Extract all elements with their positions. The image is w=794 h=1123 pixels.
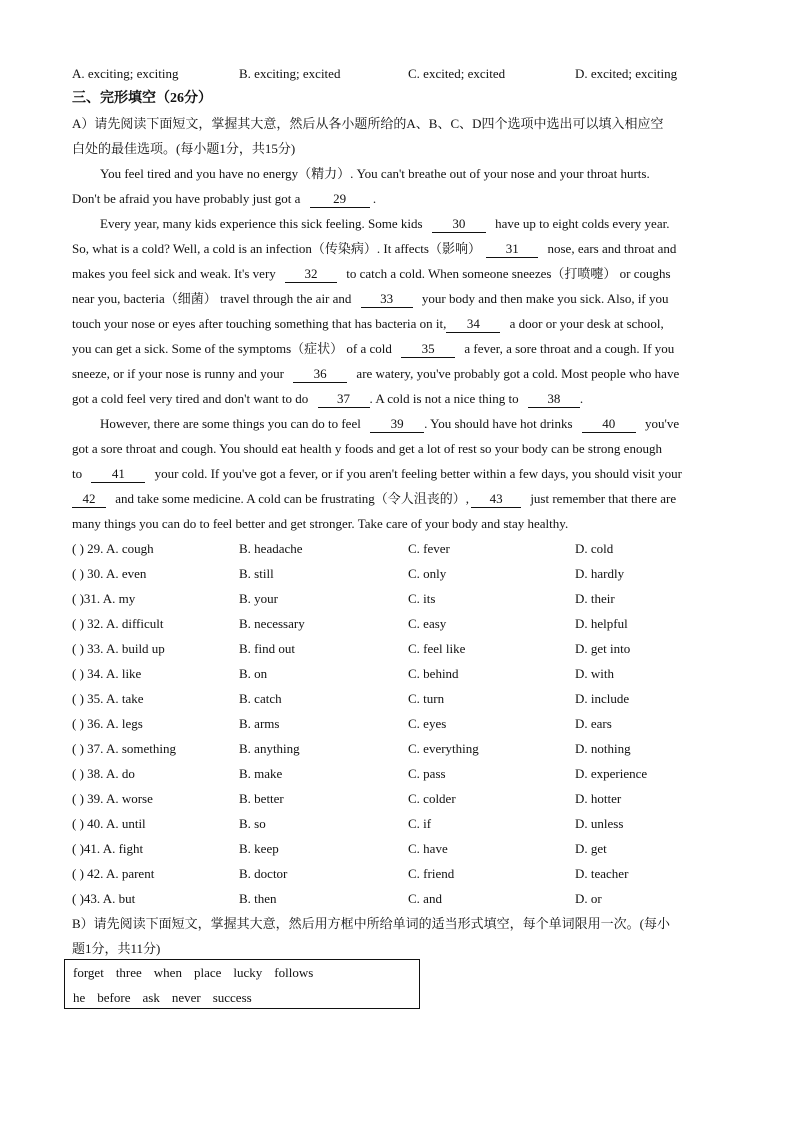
- option-c[interactable]: C. colder: [408, 791, 456, 806]
- passage-text: . You should have hot drinks: [424, 416, 573, 431]
- question-row: [72, 861, 752, 886]
- word-bank-row: [73, 985, 264, 1010]
- option-b[interactable]: B. headache: [239, 541, 303, 556]
- part-a-instructions: A）请先阅读下面短文，掌握其大意，然后从各小题所给的A、B、C、D四个选项中选出可以填入相应空: [72, 116, 664, 131]
- passage-line: got a sore throat and cough. You should eat health y foods and get a lot of rest so your body can be strong enough: [72, 441, 662, 456]
- passage-line: [100, 211, 669, 236]
- question-row: [72, 761, 752, 786]
- blank-29[interactable]: 29: [310, 191, 370, 208]
- passage-text: makes you feel sick and weak. It's very: [72, 266, 276, 281]
- passage-line: [72, 361, 679, 386]
- blank-35[interactable]: 35: [401, 341, 455, 358]
- option-c[interactable]: C. everything: [408, 741, 479, 756]
- word-bank-row: [73, 960, 325, 985]
- passage-line: [72, 311, 664, 336]
- passage-line: [72, 186, 376, 211]
- option-c[interactable]: C. easy: [408, 616, 447, 631]
- question-row: [72, 686, 752, 711]
- word-bank-box: [64, 959, 420, 1009]
- option-d[interactable]: D. or: [575, 891, 602, 906]
- option-c[interactable]: C. eyes: [408, 716, 447, 731]
- question-stem-option-a[interactable]: ( ) 40. A. until: [72, 816, 146, 831]
- option-d[interactable]: D. experience: [575, 766, 648, 781]
- option-d[interactable]: D. hotter: [575, 791, 622, 806]
- option-d[interactable]: D. cold: [575, 541, 614, 556]
- passage-text: a door or your desk at school,: [509, 316, 664, 331]
- word-bank-word: follows: [274, 965, 314, 980]
- question-row: [72, 561, 752, 586]
- option-d[interactable]: D. nothing: [575, 741, 631, 756]
- option-b[interactable]: B. so: [239, 816, 266, 831]
- blank-39[interactable]: 39: [370, 416, 424, 433]
- option-d[interactable]: D. unless: [575, 816, 624, 831]
- option-c[interactable]: C. behind: [408, 666, 459, 681]
- blank-31[interactable]: 31: [486, 241, 538, 258]
- question-stem-option-a[interactable]: ( ) 35. A. take: [72, 691, 144, 706]
- passage-text: Don't be afraid you have probably just got a: [72, 191, 301, 206]
- option-c[interactable]: C. only: [408, 566, 447, 581]
- question-row: [72, 811, 752, 836]
- option-b[interactable]: B. keep: [239, 841, 279, 856]
- part-b-instructions-cont: 题1分，共11分): [72, 941, 161, 956]
- passage-text: you can get a sick. Some of the symptoms（症状） of a cold: [72, 341, 392, 356]
- passage-text: Every year, many kids experience this sick feeling. Some kids: [100, 216, 423, 231]
- section-title: 三、完形填空（26分）: [72, 91, 212, 106]
- option-c: C. excited; excited: [408, 66, 506, 81]
- question-row: [72, 886, 752, 911]
- passage-text: touch your nose or eyes after touching something that has bacteria on it,: [72, 316, 447, 331]
- option-b[interactable]: B. still: [239, 566, 274, 581]
- question-row: [72, 711, 752, 736]
- option-c[interactable]: C. feel like: [408, 641, 466, 656]
- passage-text: So, what is a cold? Well, a cold is an infection（传染病）. It affects（影响）: [72, 241, 481, 256]
- option-b[interactable]: B. necessary: [239, 616, 305, 631]
- passage-line: [100, 411, 679, 436]
- question-row: [72, 836, 752, 861]
- question-stem-option-a[interactable]: ( ) 38. A. do: [72, 766, 135, 781]
- option-b[interactable]: B. make: [239, 766, 283, 781]
- passage-line: [72, 461, 682, 486]
- option-c[interactable]: C. pass: [408, 766, 446, 781]
- passage-text: are watery, you've probably got a cold. Most people who have: [356, 366, 680, 381]
- passage-text: nose, ears and throat and: [547, 241, 677, 256]
- passage-text: to: [72, 466, 83, 481]
- word-bank-word: when: [153, 965, 182, 980]
- option-d[interactable]: D. their: [575, 591, 615, 606]
- blank-34[interactable]: 34: [446, 316, 500, 333]
- blank-43[interactable]: 43: [471, 491, 521, 508]
- question-row: [72, 636, 752, 661]
- question-row: [72, 736, 752, 761]
- question-stem-option-a[interactable]: ( ) 37. A. something: [72, 741, 176, 756]
- option-b[interactable]: B. on: [239, 666, 268, 681]
- blank-37[interactable]: 37: [318, 391, 370, 408]
- passage-text: and take some medicine. A cold can be frustrating（令人沮丧的）,: [115, 491, 470, 506]
- option-c[interactable]: C. if: [408, 816, 432, 831]
- passage-text: you've: [645, 416, 680, 431]
- blank-30[interactable]: 30: [432, 216, 486, 233]
- option-d[interactable]: D. hardly: [575, 566, 625, 581]
- option-c[interactable]: C. turn: [408, 691, 445, 706]
- option-d[interactable]: D. helpful: [575, 616, 628, 631]
- passage-text: to catch a cold. When someone sneezes（打喷嚏） or coughs: [346, 266, 671, 281]
- prev-question-options: [72, 61, 752, 86]
- option-b[interactable]: B. find out: [239, 641, 295, 656]
- option-b[interactable]: B. arms: [239, 716, 280, 731]
- passage-text: your body and then make you sick. Also, if you: [421, 291, 669, 306]
- passage-text: near you, bacteria（细菌） travel through the air and: [72, 291, 352, 306]
- blank-32[interactable]: 32: [285, 266, 337, 283]
- part-a-instructions-cont: 白处的最佳选项。(每小题1分，共15分): [72, 141, 296, 156]
- passage-text: your cold. If you've got a fever, or if you aren't feeling better within a few days, you should visit your: [154, 466, 682, 481]
- option-b[interactable]: B. doctor: [239, 866, 288, 881]
- question-row: [72, 586, 752, 611]
- passage-line: [72, 386, 583, 411]
- question-stem-option-a[interactable]: ( )43. A. but: [72, 891, 136, 906]
- passage-text: .: [372, 191, 377, 206]
- part-b-instructions: B）请先阅读下面短文，掌握其大意，然后用方框中所给单词的适当形式填空，每个单词限用一次。(每小: [72, 916, 671, 931]
- option-d[interactable]: D. with: [575, 666, 614, 681]
- option-d[interactable]: D. get into: [575, 641, 631, 656]
- option-b: B. exciting; excited: [239, 66, 341, 81]
- blank-40[interactable]: 40: [582, 416, 636, 433]
- question-stem-option-a[interactable]: ( ) 36. A. legs: [72, 716, 143, 731]
- question-stem-option-a[interactable]: ( ) 30. A. even: [72, 566, 147, 581]
- question-stem-option-a[interactable]: ( )31. A. my: [72, 591, 136, 606]
- option-c[interactable]: C. have: [408, 841, 448, 856]
- question-stem-option-a[interactable]: ( ) 34. A. like: [72, 666, 142, 681]
- passage-line: many things you can do to feel better and get stronger. Take care of your body and stay healthy.: [72, 516, 569, 531]
- blank-38[interactable]: 38: [528, 391, 580, 408]
- word-bank-word: place: [193, 965, 222, 980]
- blank-41[interactable]: 41: [91, 466, 145, 483]
- passage-text: sneeze, or if your nose is runny and your: [72, 366, 284, 381]
- passage-text: However, there are some things you can do to feel: [100, 416, 361, 431]
- option-b[interactable]: B. better: [239, 791, 284, 806]
- option-c[interactable]: C. and: [408, 891, 442, 906]
- option-a: A. exciting; exciting: [72, 66, 179, 81]
- passage-text: a fever, a sore throat and a cough. If you: [464, 341, 675, 356]
- question-row: [72, 786, 752, 811]
- option-c[interactable]: C. fever: [408, 541, 450, 556]
- option-b[interactable]: B. anything: [239, 741, 300, 756]
- word-bank-word: he: [73, 990, 86, 1005]
- blank-36[interactable]: 36: [293, 366, 347, 383]
- question-stem-option-a[interactable]: ( ) 42. A. parent: [72, 866, 155, 881]
- question-stem-option-a[interactable]: ( ) 29. A. cough: [72, 541, 154, 556]
- word-bank-word: success: [212, 990, 252, 1005]
- passage-line: You feel tired and you have no energy（精力）. You can't breathe out of your nose and your throat hurts.: [100, 166, 650, 181]
- word-bank-word: three: [115, 965, 142, 980]
- word-bank-word: forget: [73, 965, 104, 980]
- option-b[interactable]: B. your: [239, 591, 278, 606]
- word-bank-word: lucky: [233, 965, 263, 980]
- question-stem-option-a[interactable]: ( ) 33. A. build up: [72, 641, 165, 656]
- passage-line: [72, 286, 669, 311]
- passage-line: [72, 236, 676, 261]
- question-row: [72, 611, 752, 636]
- passage-line: [72, 336, 674, 361]
- option-c[interactable]: C. its: [408, 591, 436, 606]
- option-d[interactable]: D. get: [575, 841, 607, 856]
- passage-text: have up to eight colds every year.: [495, 216, 670, 231]
- passage-line: [72, 486, 676, 511]
- passage-text: . A cold is not a nice thing to: [369, 391, 519, 406]
- passage-text: got a cold feel very tired and don't want to do: [72, 391, 309, 406]
- blank-33[interactable]: 33: [361, 291, 413, 308]
- option-b[interactable]: B. catch: [239, 691, 282, 706]
- passage-line: [72, 261, 671, 286]
- passage-text: just remember that there are: [530, 491, 677, 506]
- option-d: D. excited; exciting: [575, 66, 678, 81]
- question-stem-option-a[interactable]: ( ) 32. A. difficult: [72, 616, 164, 631]
- question-stem-option-a[interactable]: ( )41. A. fight: [72, 841, 144, 856]
- option-d[interactable]: D. ears: [575, 716, 612, 731]
- passage-text: .: [579, 391, 584, 406]
- word-bank-word: ask: [142, 990, 160, 1005]
- option-b[interactable]: B. then: [239, 891, 277, 906]
- question-stem-option-a[interactable]: ( ) 39. A. worse: [72, 791, 153, 806]
- word-bank-word: before: [97, 990, 131, 1005]
- word-bank-word: never: [171, 990, 201, 1005]
- question-row: [72, 536, 752, 561]
- option-d[interactable]: D. teacher: [575, 866, 629, 881]
- option-d[interactable]: D. include: [575, 691, 630, 706]
- question-row: [72, 661, 752, 686]
- blank-42[interactable]: 42: [72, 491, 106, 508]
- option-c[interactable]: C. friend: [408, 866, 455, 881]
